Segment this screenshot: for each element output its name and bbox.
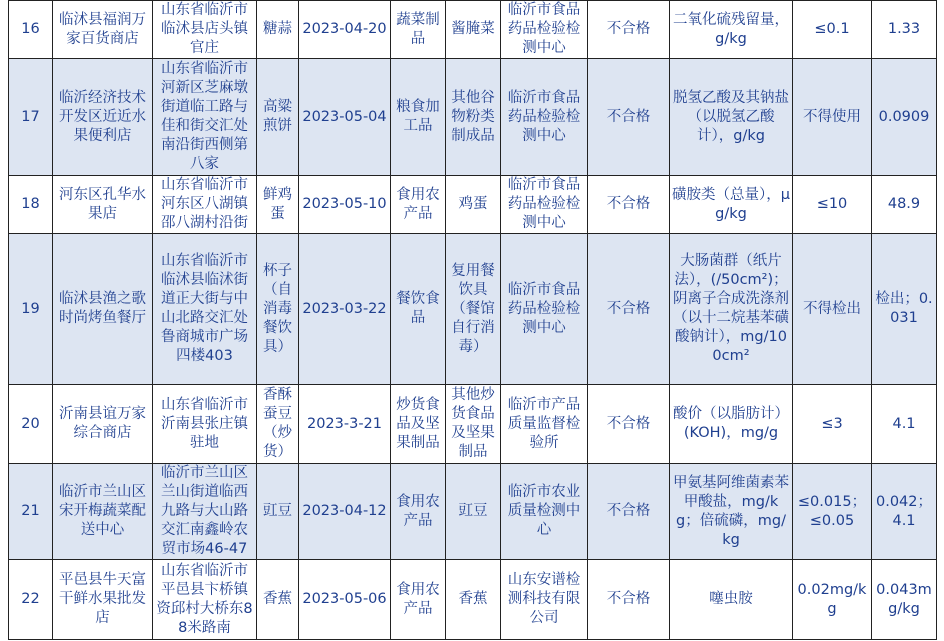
table-row	[9, 385, 937, 464]
seller-address-cell: 山东省临沂市沂南县张庄镇驻地	[153, 385, 257, 464]
measured-value-cell: 1.33	[872, 1, 937, 59]
standard-value-cell: ≤10	[793, 176, 872, 234]
production-date-cell: 2023-05-10	[299, 176, 391, 234]
test-result-cell: 不合格	[588, 176, 670, 234]
seller-name-cell: 临沭县渔之歌时尚烤鱼餐厅	[53, 234, 153, 385]
testing-agency-cell: 临沂市食品药品检验检测中心	[501, 176, 588, 234]
row-number-cell: 18	[9, 176, 53, 234]
table-row	[9, 59, 937, 176]
table-row	[9, 176, 937, 234]
food-subcategory-cell: 香蕉	[446, 560, 501, 640]
row-number-cell: 17	[9, 59, 53, 176]
table-row	[9, 234, 937, 385]
standard-value-cell: 0.02mg/kg	[793, 560, 872, 640]
row-number-cell: 16	[9, 1, 53, 59]
seller-name-cell: 沂南县谊万家综合商店	[53, 385, 153, 464]
product-name-cell: 杯子（自消毒餐饮具）	[257, 234, 299, 385]
failed-item-cell: 噻虫胺	[670, 560, 793, 640]
testing-agency-cell: 临沂市食品药品检验检测中心	[501, 1, 588, 59]
row-number-cell: 22	[9, 560, 53, 640]
failed-item-cell: 磺胺类（总量），μg/kg	[670, 176, 793, 234]
production-date-cell: 2023-3-21	[299, 385, 391, 464]
failed-item-cell: 脱氢乙酸及其钠盐（以脱氢乙酸计），g/kg	[670, 59, 793, 176]
food-subcategory-cell: 其他谷物粉类制成品	[446, 59, 501, 176]
seller-address-cell: 山东省临沂市平邑县卞桥镇资邱村大桥东88米路南	[153, 560, 257, 640]
row-number-cell: 21	[9, 464, 53, 560]
food-subcategory-cell: 鸡蛋	[446, 176, 501, 234]
seller-name-cell: 平邑县牛天富干鲜水果批发店	[53, 560, 153, 640]
food-category-cell: 食用农产品	[391, 176, 446, 234]
test-result-cell: 不合格	[588, 59, 670, 176]
test-result-cell: 不合格	[588, 1, 670, 59]
food-category-cell: 蔬菜制品	[391, 1, 446, 59]
food-category-cell: 粮食加工品	[391, 59, 446, 176]
product-name-cell: 鲜鸡蛋	[257, 176, 299, 234]
food-category-cell: 食用农产品	[391, 464, 446, 560]
food-category-cell: 餐饮食品	[391, 234, 446, 385]
testing-agency-cell: 临沂市产品质量监督检验所	[501, 385, 588, 464]
testing-agency-cell: 临沂市食品药品检验检测中心	[501, 234, 588, 385]
seller-name-cell: 临沂经济技术开发区近近水果便利店	[53, 59, 153, 176]
food-subcategory-cell: 复用餐饮具（餐馆自行消毒）	[446, 234, 501, 385]
table-body	[9, 1, 937, 640]
table-row	[9, 464, 937, 560]
standard-value-cell: ≤0.015；≤0.05	[793, 464, 872, 560]
product-name-cell: 香蕉	[257, 560, 299, 640]
food-subcategory-cell: 其他炒货食品及坚果制品	[446, 385, 501, 464]
seller-address-cell: 山东省临沂市河新区芝麻墩街道临工路与佳和街交汇处南沿街西侧第八家	[153, 59, 257, 176]
testing-agency-cell: 山东安谱检测科技有限公司	[501, 560, 588, 640]
testing-agency-cell: 临沂市农业质量检测中心	[501, 464, 588, 560]
test-result-cell: 不合格	[588, 234, 670, 385]
production-date-cell: 2023-03-22	[299, 234, 391, 385]
seller-address-cell: 山东省临沂市临沭县临沭街道正大街与中山北路交汇处鲁商城市广场四楼403	[153, 234, 257, 385]
production-date-cell: 2023-05-04	[299, 59, 391, 176]
row-number-cell: 20	[9, 385, 53, 464]
seller-address-cell: 山东省临沂市临沭县店头镇官庄	[153, 1, 257, 59]
measured-value-cell: 4.1	[872, 385, 937, 464]
measured-value-cell: 检出；0.031	[872, 234, 937, 385]
seller-address-cell: 临沂市兰山区兰山街道临西九路与大山路交汇南鑫岭农贸市场46-47	[153, 464, 257, 560]
production-date-cell: 2023-04-12	[299, 464, 391, 560]
food-subcategory-cell: 豇豆	[446, 464, 501, 560]
product-name-cell: 高粱煎饼	[257, 59, 299, 176]
product-name-cell: 糖蒜	[257, 1, 299, 59]
product-name-cell: 香酥蚕豆（炒货）	[257, 385, 299, 464]
failed-item-cell: 酸价（以脂肪计）(KOH)，mg/g	[670, 385, 793, 464]
seller-name-cell: 临沭县福润万家百货商店	[53, 1, 153, 59]
inspection-results-table	[8, 0, 937, 640]
food-subcategory-cell: 酱腌菜	[446, 1, 501, 59]
measured-value-cell: 0.0909	[872, 59, 937, 176]
food-category-cell: 食用农产品	[391, 560, 446, 640]
standard-value-cell: 不得检出	[793, 234, 872, 385]
standard-value-cell: ≤3	[793, 385, 872, 464]
standard-value-cell: ≤0.1	[793, 1, 872, 59]
product-name-cell: 豇豆	[257, 464, 299, 560]
food-category-cell: 炒货食品及坚果制品	[391, 385, 446, 464]
production-date-cell: 2023-05-06	[299, 560, 391, 640]
table-row	[9, 560, 937, 640]
seller-name-cell: 河东区孔华水果店	[53, 176, 153, 234]
seller-address-cell: 山东省临沂市河东区八湖镇邵八湖村沿街	[153, 176, 257, 234]
failed-item-cell: 甲氨基阿维菌素苯甲酸盐，mg/kg；倍硫磷，mg/kg	[670, 464, 793, 560]
measured-value-cell: 48.9	[872, 176, 937, 234]
failed-item-cell: 二氧化硫残留量，g/kg	[670, 1, 793, 59]
test-result-cell: 不合格	[588, 385, 670, 464]
measured-value-cell: 0.042；4.1	[872, 464, 937, 560]
standard-value-cell: 不得使用	[793, 59, 872, 176]
testing-agency-cell: 临沂市食品药品检验检测中心	[501, 59, 588, 176]
seller-name-cell: 临沂市兰山区宋开梅蔬菜配送中心	[53, 464, 153, 560]
test-result-cell: 不合格	[588, 464, 670, 560]
test-result-cell: 不合格	[588, 560, 670, 640]
production-date-cell: 2023-04-20	[299, 1, 391, 59]
table-row	[9, 1, 937, 59]
measured-value-cell: 0.043mg/kg	[872, 560, 937, 640]
row-number-cell: 19	[9, 234, 53, 385]
failed-item-cell: 大肠菌群（纸片法），(/50cm²)；阴离子合成洗涤剂（以十二烷基苯磺酸钠计），mg/100cm²	[670, 234, 793, 385]
